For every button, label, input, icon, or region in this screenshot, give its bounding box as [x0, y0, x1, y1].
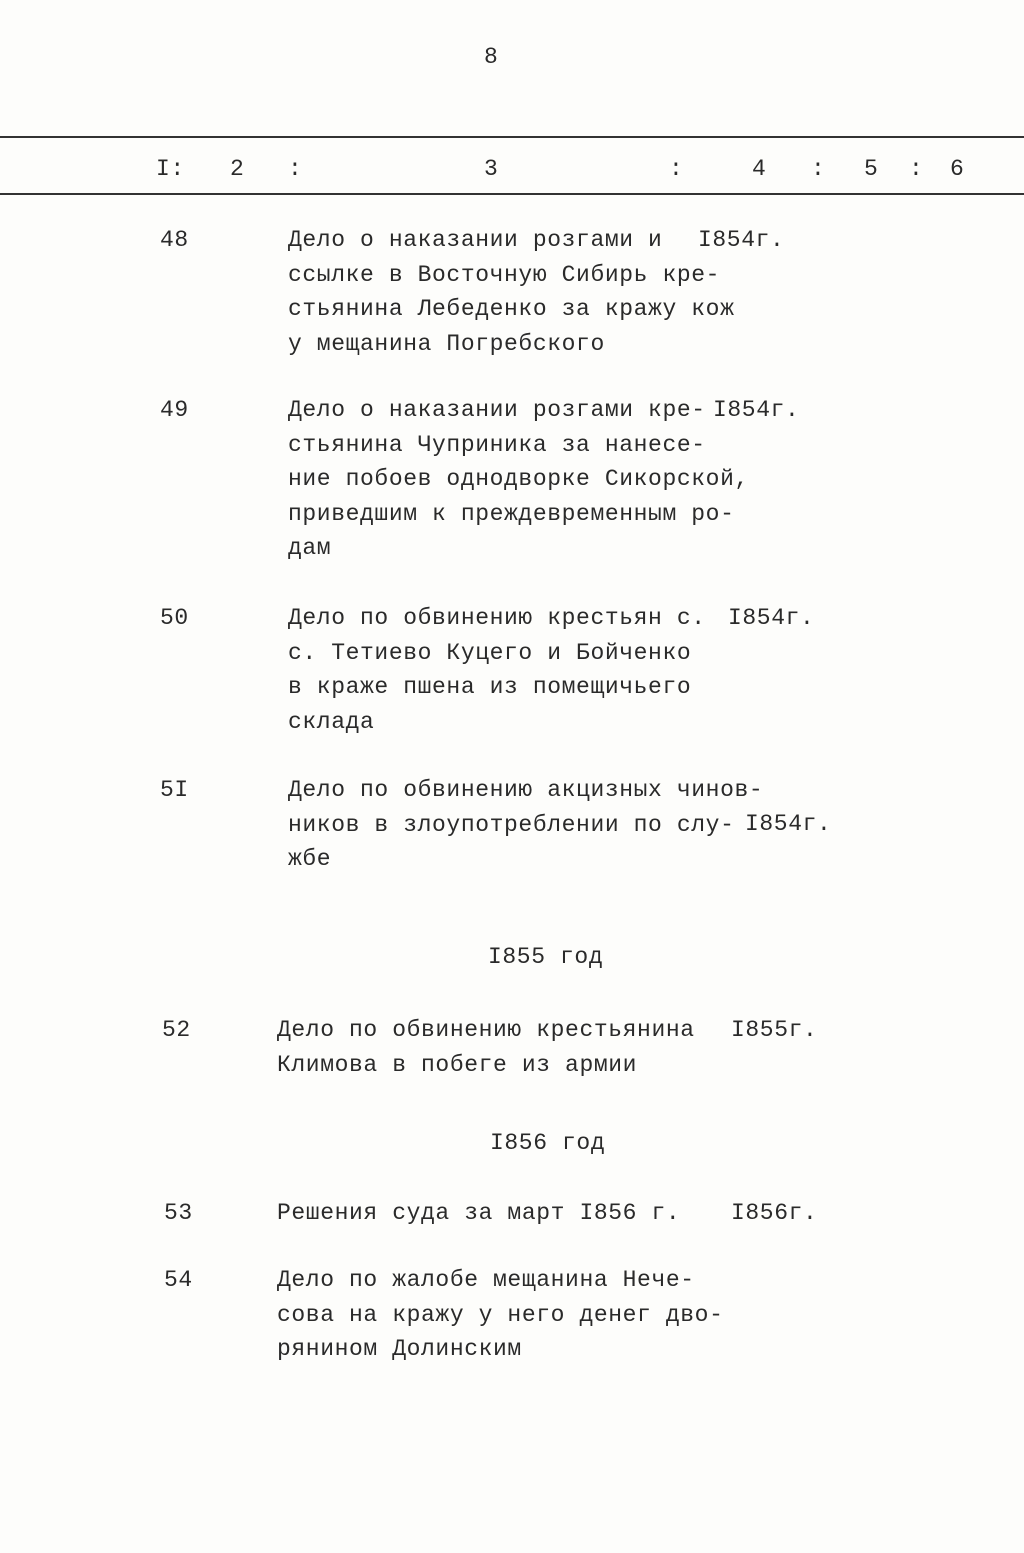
page-number: 8 [484, 44, 499, 70]
title-line: Дело по обвинению акцизных чинов- [288, 777, 764, 803]
entry-number: 50 [160, 605, 189, 631]
title-line: Дело по жалобе мещанина Нечe- [277, 1267, 695, 1293]
title-line: Решения суда за март I856 г. [277, 1200, 681, 1226]
entry-date: I854г. [728, 605, 815, 631]
title-line: склада [288, 708, 375, 735]
title-line: Климова в побеге из армии [277, 1051, 638, 1078]
title-line: стьянина Чуприника за нанесе- [288, 431, 706, 458]
entry-title [288, 773, 763, 877]
title-line: приведшим к преждевременным ро- [288, 500, 735, 527]
title-line: дам [288, 535, 332, 561]
entry-title [277, 1196, 680, 1231]
column-header: 3 [484, 156, 499, 182]
entry-date: I854г. [698, 227, 785, 253]
entry-date: I855г. [731, 1017, 818, 1043]
column-separator: : [909, 156, 924, 182]
entry-title [277, 1263, 723, 1367]
column-header: 5 [864, 156, 879, 182]
column-header: 2 [230, 156, 245, 182]
header-bottom-rule [0, 193, 1024, 195]
title-line: жбе [288, 846, 332, 872]
column-header: 6 [950, 156, 965, 182]
entry-number: 5I [160, 777, 189, 803]
title-line: Дело по обвинению крестьянина [277, 1017, 695, 1043]
entry-title [288, 601, 706, 739]
title-line: в краже пшена из помещичьего [288, 674, 692, 700]
title-line: с. Тетиево Куцего и Бойченко [288, 639, 692, 666]
title-line: ние побоев однодворке Сикорской, [288, 466, 749, 492]
entry-number: 53 [164, 1200, 193, 1226]
entry-number: 54 [164, 1267, 193, 1293]
title-line: ников в злоупотреблении по слу- [288, 811, 735, 838]
column-separator: : [288, 156, 303, 182]
title-line: рянином Долинским [277, 1336, 522, 1362]
title-line: Дело по обвинению крестьян с. [288, 605, 706, 631]
column-separator: : [811, 156, 826, 182]
column-header: I: [156, 156, 185, 182]
entry-date: I854г. [713, 397, 800, 423]
entry-title [288, 393, 749, 566]
title-line: Дело о наказании розгами и [288, 227, 663, 253]
title-line: у мещанина Погребского [288, 330, 605, 357]
section-heading: I855 год [488, 944, 604, 970]
title-line: сова на кражу у него денег дво- [277, 1301, 724, 1328]
title-line: стьянина Лебеденко за кражу кож [288, 296, 735, 322]
entry-number: 49 [160, 397, 189, 423]
entry-date: I856г. [731, 1200, 818, 1226]
header-top-rule [0, 136, 1024, 138]
entry-title [277, 1013, 695, 1082]
title-line: Дело о наказании розгами кре- [288, 397, 706, 423]
title-line: ссылке в Восточную Сибирь кре- [288, 261, 721, 288]
section-heading: I856 год [490, 1130, 606, 1156]
column-separator: : [669, 156, 684, 182]
entry-date: I854г. [745, 811, 832, 837]
entry-title [288, 223, 734, 361]
column-header: 4 [752, 156, 767, 182]
entry-number: 48 [160, 227, 189, 253]
entry-number: 52 [162, 1017, 191, 1043]
